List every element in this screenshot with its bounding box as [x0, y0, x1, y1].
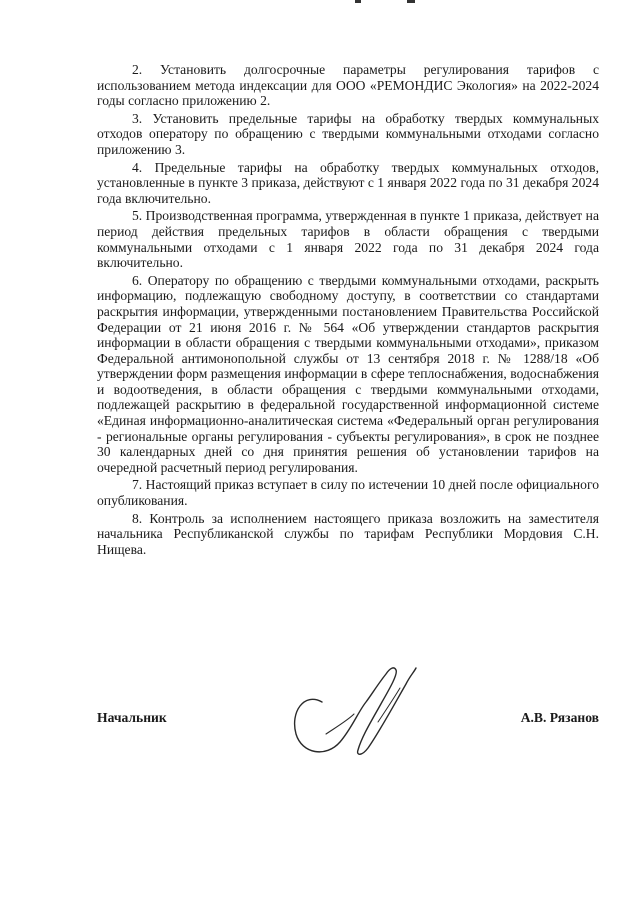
paragraph-3: 3. Установить предельные тарифы на обработку твердых коммунальных отходов оператору по обращению с твердыми коммунальными отходами согласно приложению 3.: [97, 110, 599, 157]
paragraph-2: 2. Установить долгосрочные параметры регулирования тарифов с использованием метода индексации для ООО «РЕМОНДИС Экология» на 2022-2024 годы согласно приложению 2.: [97, 62, 599, 109]
signatory-name: А.В. Рязанов: [520, 710, 599, 725]
paragraph-7: 7. Настоящий приказ вступает в силу по истечении 10 дней после официального опубликования.: [97, 477, 599, 509]
paragraph-4: 4. Предельные тарифы на обработку твердых коммунальных отходов, установленные в пункте 3 приказа, действуют с 1 января 2022 года по 31 декабря 2024 года включительно.: [97, 159, 599, 206]
paragraph-8: 8. Контроль за исполнением настоящего приказа возложить на заместителя начальника Республиканской службы по тарифам Республики Мордовия С.Н. Нищева.: [97, 510, 599, 557]
top-edge-mark: [355, 0, 415, 3]
signature-block: [97, 700, 599, 760]
paragraph-5: 5. Производственная программа, утвержденная в пункте 1 приказа, действует на период действия предельных тарифов в области обращения с твердыми коммунальными отходами с 1 января 2022 года по 31 декабря 2024 года включительно.: [97, 208, 599, 271]
paragraph-6: 6. Оператору по обращению с твердыми коммунальными отходами, раскрыть информацию, подлежащую свободному доступу, в соответствии со стандартами раскрытия информации, утвержденными постановлением Правительства Российской Федерации от 21 июня 2016 г. № 564 «Об утверждении стандартов раскрытия информации в области обращения с твердыми коммунальными отходами», приказом Федеральной антимонопольной службы от 13 сентября 2018 г. № 1288/18 «Об утверждении форм размещения информации в сфере теплоснабжения, водоснабжения и водоотведения, в области обращения с твердыми коммунальными отходами, подлежащей раскрытию в федеральной государственной информационной системе «Единая информационно-аналитическая система «Федеральный орган регулирования - региональные органы регулирования - субъекты регулирования», в срок не позднее 30 календарных дней со дня принятия решения об установлении тарифов на очередной расчетный период регулирования.: [97, 272, 599, 475]
document-body: [97, 62, 599, 559]
signatory-title: Начальник: [97, 710, 167, 725]
